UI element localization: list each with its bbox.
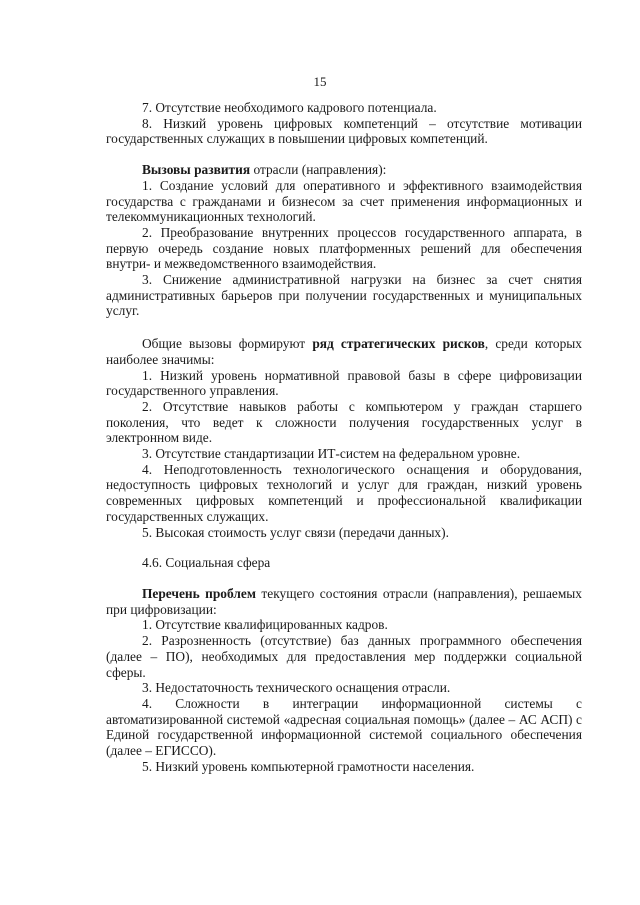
paragraph: 8. Низкий уровень цифровых компетенций – отсутствие мотивации государственных служащих в повышении цифровых компетенций.	[106, 115, 582, 147]
paragraph: 5. Высокая стоимость услуг связи (передачи данных).	[142, 524, 449, 540]
spacer	[106, 540, 582, 555]
section-intro	[106, 586, 582, 617]
paragraph: 4. Неподготовленность технологического оснащения и оборудования, недоступность цифровых технологий и услуг для граждан, низкий уровень современных цифровых компетенций и профессиональной квалификации государственных служащих.	[106, 461, 582, 524]
paragraph: 4. Сложности в интеграции информационной системы с автоматизированной системой «адресная социальная помощь» (далее – АС АСП) с Единой государственной информационной системой социального обеспечения (далее – ЕГИССО).	[106, 695, 582, 759]
paragraph: 3. Недостаточность технического оснащения отрасли.	[142, 680, 451, 696]
intro-text: , среди которых наиболее значимы:	[106, 336, 583, 367]
intro-text: текущего состояния отрасли (направления), решаемых при цифровизации:	[106, 585, 582, 617]
paragraph: 2. Разрозненность (отсутствие) баз данных программного обеспечения (далее – ПО), необходимых для предоставления мер поддержки социальной сферы.	[106, 633, 582, 680]
paragraph: 7. Отсутствие необходимого кадрового потенциала.	[142, 100, 437, 115]
page-content	[106, 100, 582, 774]
paragraph: 3. Снижение административной нагрузки на бизнес за счет снятия административных барьеров при получении государственных и муниципальных услуг.	[106, 272, 582, 319]
section-intro	[106, 162, 582, 178]
page-number: 15	[313, 74, 327, 89]
paragraph: 3. Отсутствие стандартизации ИТ-систем на федеральном уровне.	[142, 446, 521, 462]
intro-text: Общие вызовы формируют	[142, 336, 313, 352]
paragraph: 2. Отсутствие навыков работы с компьютером у граждан старшего поколения, что ведет к сложности получения государственных услуг в электронном виде.	[106, 398, 582, 446]
bold-term: Перечень проблем	[142, 585, 256, 601]
section-intro	[106, 336, 582, 367]
bold-term: Вызовы развития	[142, 162, 251, 178]
paragraph: 2. Преобразование внутренних процессов государственного аппарата, в первую очередь создание новых платформенных решений для обеспечения внутри- и межведомственного взаимодействия.	[106, 224, 582, 272]
bold-term: ряд стратегических рисков	[312, 336, 485, 352]
paragraph: 1. Низкий уровень нормативной правовой базы в сфере цифровизации государственного управления.	[106, 367, 582, 399]
section-heading: 4.6. Социальная сфера	[142, 555, 271, 571]
paragraph: 1. Создание условий для оперативного и эффективного взаимодействия государства с гражданами и бизнесом за счет применения информационных и телекоммуникационных технологий.	[106, 177, 582, 225]
paragraph: 5. Низкий уровень компьютерной грамотности населения.	[142, 758, 475, 774]
intro-text: отрасли (направления):	[250, 162, 387, 178]
spacer	[106, 147, 582, 162]
spacer	[106, 571, 582, 586]
paragraph: 1. Отсутствие квалифицированных кадров.	[142, 617, 388, 633]
spacer	[106, 319, 582, 334]
